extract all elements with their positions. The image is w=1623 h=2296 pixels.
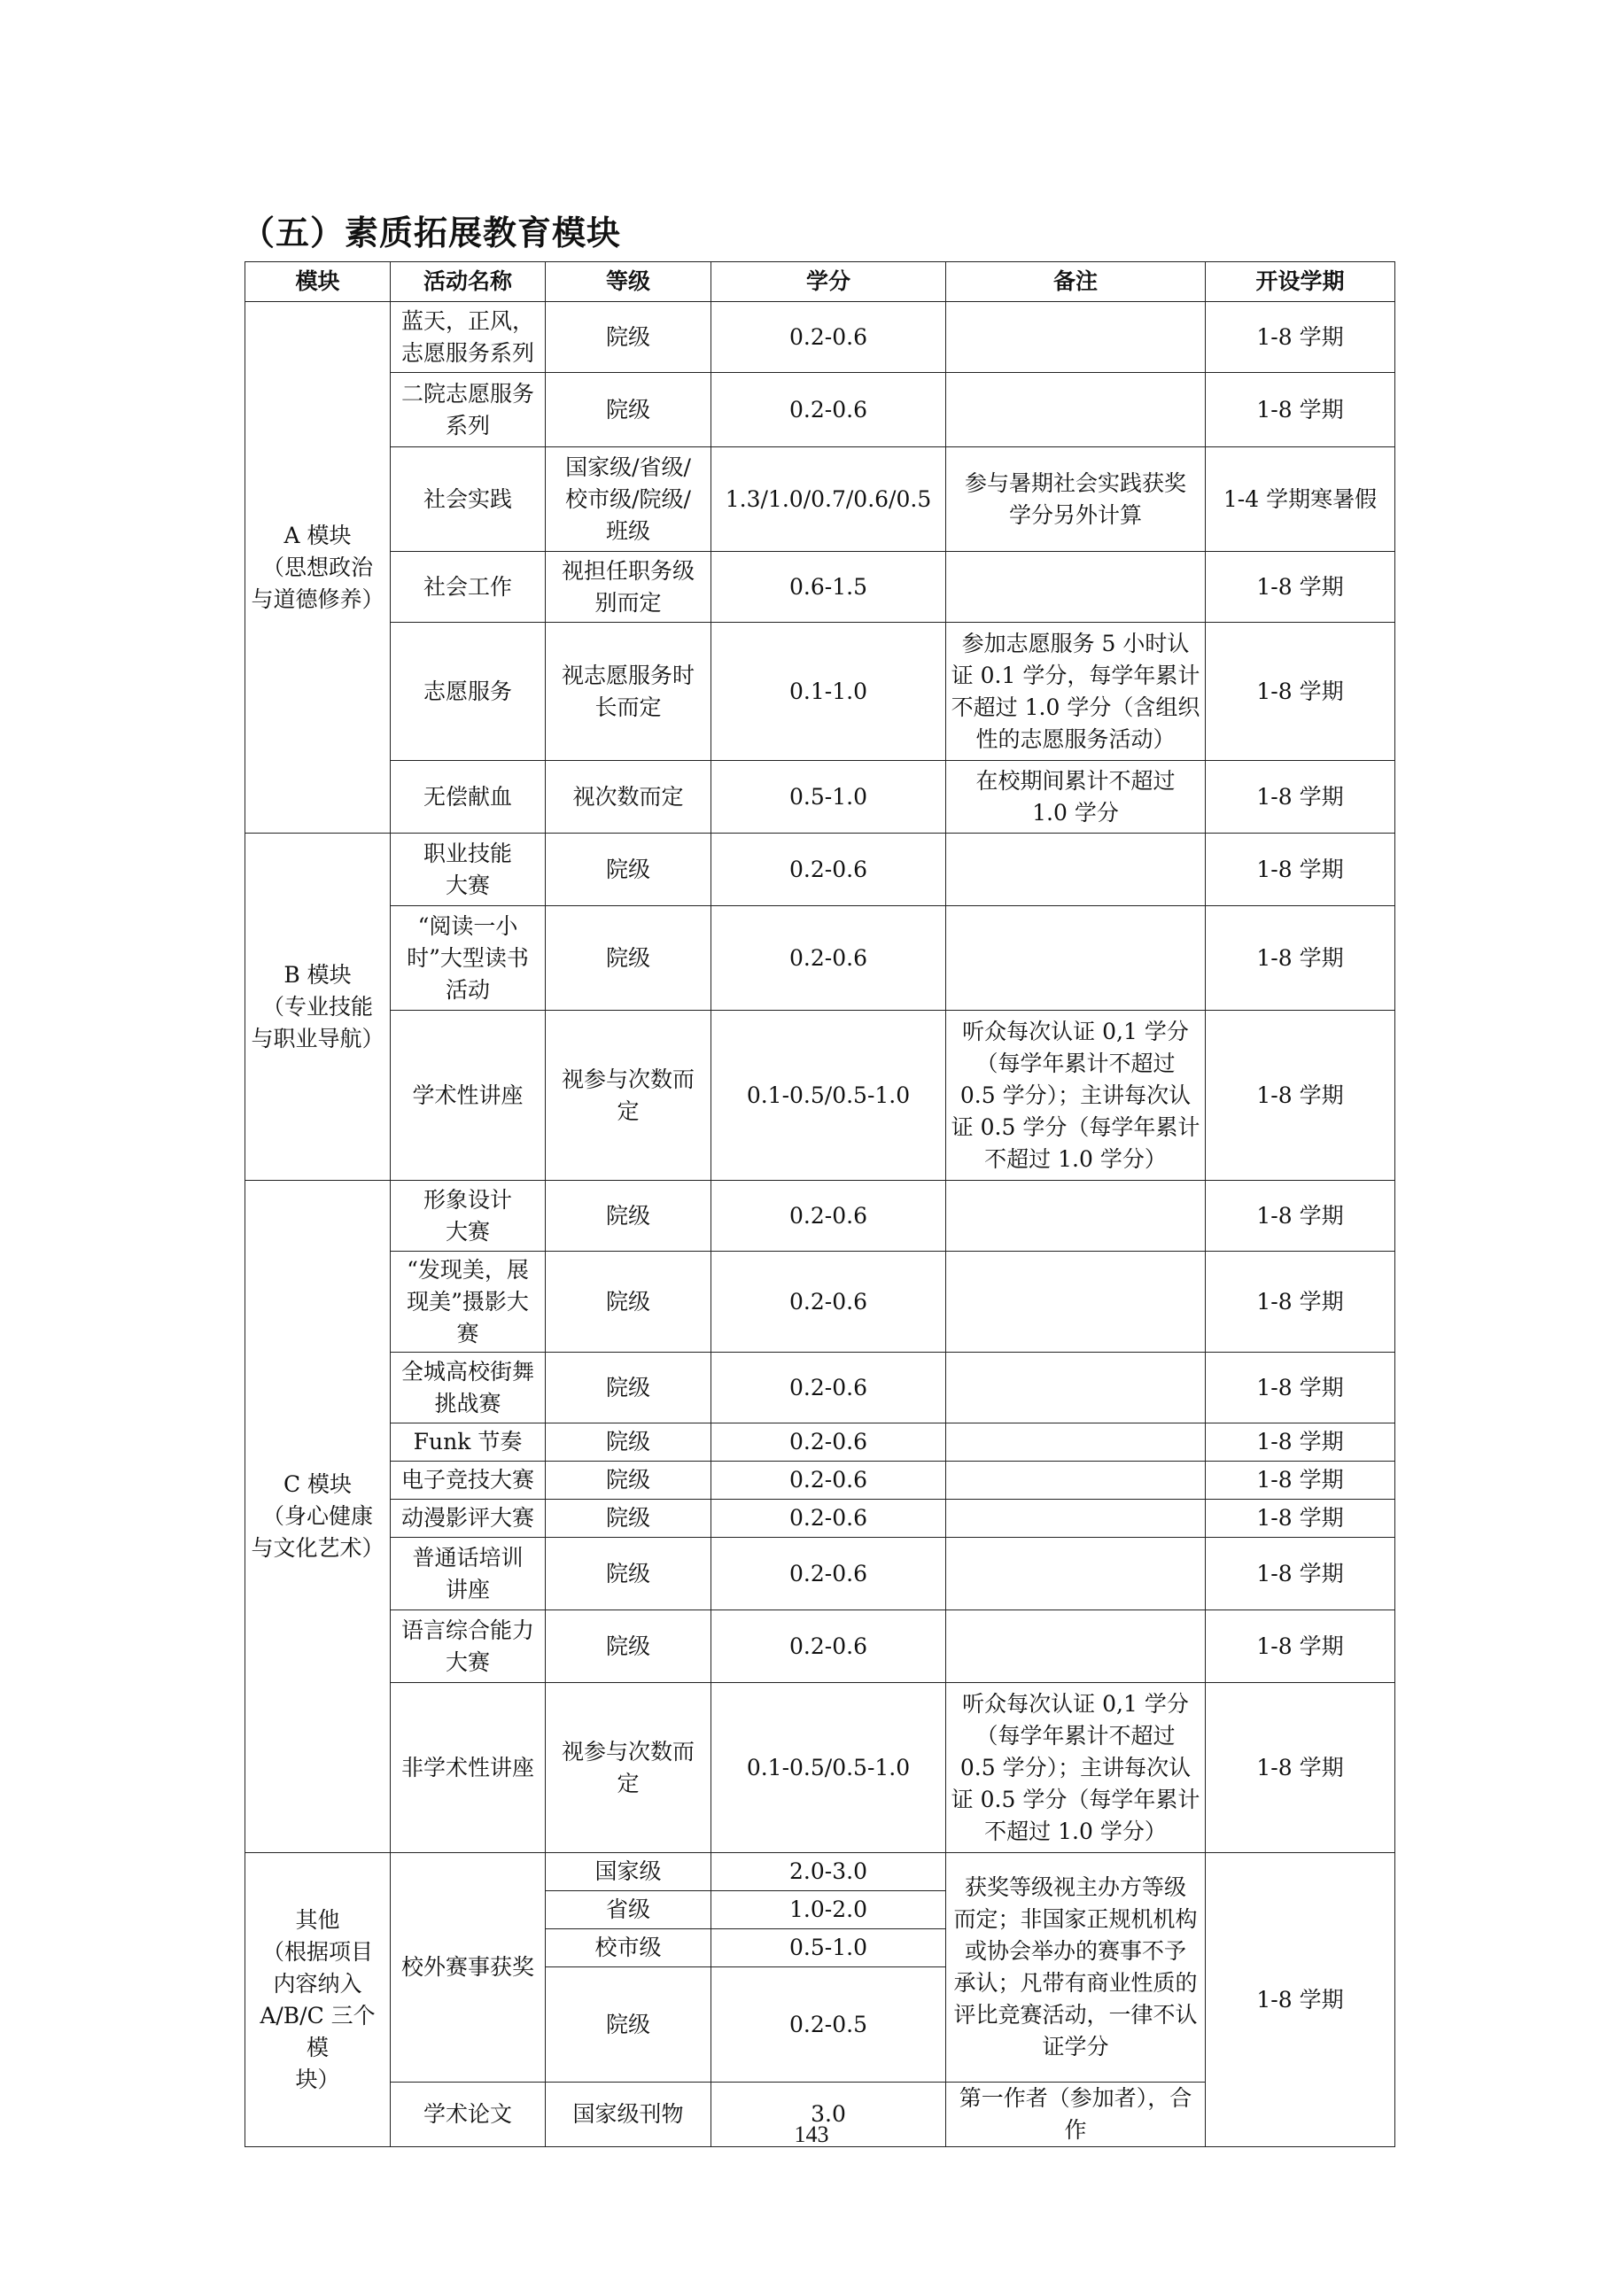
activity-name: 学术论文: [391, 2083, 546, 2147]
activity-name: 普通话培训 讲座: [391, 1538, 546, 1610]
table-row: [245, 761, 1395, 834]
term-cell: 1-8 学期: [1206, 1462, 1395, 1500]
term-cell: 1-8 学期: [1206, 1181, 1395, 1252]
table-row: [245, 1353, 1395, 1423]
term-cell: 1-8 学期: [1206, 302, 1395, 373]
level-cell: 视参与次数而 定: [546, 1683, 711, 1853]
table-row: [245, 1252, 1395, 1353]
credit-cell: 0.6-1.5: [711, 552, 946, 623]
level-cell: 视参与次数而 定: [546, 1011, 711, 1181]
activity-name: “阅读一小 时”大型读书 活动: [391, 906, 546, 1011]
term-cell: 1-4 学期寒暑假: [1206, 447, 1395, 552]
credit-cell: 0.2-0.6: [711, 1252, 946, 1353]
table-row: [245, 623, 1395, 761]
credit-cell: 2.0-3.0: [711, 1853, 946, 1891]
credit-cell: 0.2-0.6: [711, 1353, 946, 1423]
note-cell: 听众每次认证 0,1 学分 （每学年累计不超过 0.5 学分）；主讲每次认 证 0.5 学分（每学年累计 不超过 1.0 学分）: [946, 1011, 1206, 1181]
credit-cell: 1.3/1.0/0.7/0.6/0.5: [711, 447, 946, 552]
credit-cell: 0.2-0.6: [711, 373, 946, 447]
activity-name: 校外赛事获奖: [391, 1853, 546, 2083]
level-cell: 院级: [546, 1538, 711, 1610]
table-row: [245, 373, 1395, 447]
credit-cell: 0.2-0.6: [711, 1500, 946, 1538]
credit-cell: 0.1-1.0: [711, 623, 946, 761]
table-body: [245, 302, 1395, 2147]
activity-name: 蓝天，正风， 志愿服务系列: [391, 302, 546, 373]
module-cell: C 模块 （身心健康 与文化艺术）: [245, 1181, 391, 1853]
term-cell: 1-8 学期: [1206, 1011, 1395, 1181]
module-cell: 其他 （根据项目 内容纳入 A/B/C 三个模 块）: [245, 1853, 391, 2147]
level-cell: 视志愿服务时 长而定: [546, 623, 711, 761]
activity-name: 非学术性讲座: [391, 1683, 546, 1853]
term-cell: 1-8 学期: [1206, 1538, 1395, 1610]
term-cell: 1-8 学期: [1206, 1252, 1395, 1353]
term-cell: 1-8 学期: [1206, 1500, 1395, 1538]
level-cell: 院级: [546, 1181, 711, 1252]
note-cell: 第一作者（参加者），合作: [946, 2083, 1206, 2147]
table-row: [245, 906, 1395, 1011]
level-cell: 院级: [546, 1353, 711, 1423]
term-cell: 1-8 学期: [1206, 761, 1395, 834]
term-cell: 1-8 学期: [1206, 906, 1395, 1011]
credit-cell: 0.2-0.6: [711, 834, 946, 906]
section-title: （五）素质拓展教育模块: [241, 213, 622, 252]
level-cell: 视次数而定: [546, 761, 711, 834]
activity-name: 动漫影评大赛: [391, 1500, 546, 1538]
level-cell: 院级: [546, 906, 711, 1011]
table-row: [245, 302, 1395, 373]
note-cell: 获奖等级视主办方等级 而定；非国家正规机机构 或协会举办的赛事不予 承认；凡带有商业性质的 评比竞赛活动，一律不认 证学分: [946, 1853, 1206, 2083]
level-cell: 院级: [546, 1252, 711, 1353]
table-row: [245, 552, 1395, 623]
credit-cell: 0.2-0.6: [711, 1610, 946, 1683]
note-cell: [946, 373, 1206, 447]
header-level: 等级: [546, 262, 711, 302]
activity-name: 电子竞技大赛: [391, 1462, 546, 1500]
module-cell: A 模块 （思想政治 与道德修养）: [245, 302, 391, 834]
term-cell: 1-8 学期: [1206, 373, 1395, 447]
table-row: [245, 1423, 1395, 1462]
credit-cell: 0.2-0.6: [711, 1423, 946, 1462]
note-cell: [946, 1252, 1206, 1353]
table-row: [245, 1500, 1395, 1538]
note-cell: 听众每次认证 0,1 学分 （每学年累计不超过 0.5 学分）；主讲每次认 证 0.5 学分（每学年累计 不超过 1.0 学分）: [946, 1683, 1206, 1853]
level-cell: 校市级: [546, 1929, 711, 1967]
level-cell: 院级: [546, 834, 711, 906]
note-cell: 参与暑期社会实践获奖 学分另外计算: [946, 447, 1206, 552]
header-row: [245, 262, 1395, 302]
term-cell: 1-8 学期: [1206, 1423, 1395, 1462]
activity-name: 语言综合能力 大赛: [391, 1610, 546, 1683]
note-cell: [946, 1462, 1206, 1500]
term-cell: 1-8 学期: [1206, 1610, 1395, 1683]
note-cell: [946, 1538, 1206, 1610]
level-cell: 省级: [546, 1891, 711, 1929]
credit-cell: 0.1-0.5/0.5-1.0: [711, 1683, 946, 1853]
credit-cell: 0.5-1.0: [711, 761, 946, 834]
note-cell: [946, 1181, 1206, 1252]
level-cell: 国家级/省级/ 校市级/院级/ 班级: [546, 447, 711, 552]
activity-name: 全城高校街舞 挑战赛: [391, 1353, 546, 1423]
term-cell: 1-8 学期: [1206, 1853, 1395, 2147]
note-cell: [946, 834, 1206, 906]
header-module: 模块: [245, 262, 391, 302]
note-cell: [946, 906, 1206, 1011]
table-row: [245, 447, 1395, 552]
credit-cell: 0.2-0.6: [711, 1462, 946, 1500]
level-cell: 院级: [546, 1500, 711, 1538]
credit-cell: 0.1-0.5/0.5-1.0: [711, 1011, 946, 1181]
note-cell: [946, 552, 1206, 623]
note-cell: 在校期间累计不超过 1.0 学分: [946, 761, 1206, 834]
activity-name: 社会工作: [391, 552, 546, 623]
term-cell: 1-8 学期: [1206, 623, 1395, 761]
header-note: 备注: [946, 262, 1206, 302]
table-row: [245, 1853, 1395, 1891]
table-row: [245, 834, 1395, 906]
credit-table: [245, 261, 1395, 2147]
credit-cell: 0.2-0.6: [711, 1538, 946, 1610]
header-credit: 学分: [711, 262, 946, 302]
term-cell: 1-8 学期: [1206, 1683, 1395, 1853]
note-cell: [946, 302, 1206, 373]
activity-name: 无偿献血: [391, 761, 546, 834]
term-cell: 1-8 学期: [1206, 1353, 1395, 1423]
credit-cell: 1.0-2.0: [711, 1891, 946, 1929]
note-cell: [946, 1423, 1206, 1462]
note-cell: [946, 1353, 1206, 1423]
activity-name: 志愿服务: [391, 623, 546, 761]
activity-name: Funk 节奏: [391, 1423, 546, 1462]
credit-cell: 0.2-0.6: [711, 906, 946, 1011]
note-cell: [946, 1610, 1206, 1683]
credit-cell: 0.2-0.6: [711, 302, 946, 373]
table-row: [245, 1462, 1395, 1500]
table-row: [245, 1538, 1395, 1610]
activity-name: 二院志愿服务 系列: [391, 373, 546, 447]
level-cell: 院级: [546, 1462, 711, 1500]
activity-name: 社会实践: [391, 447, 546, 552]
level-cell: 国家级: [546, 1853, 711, 1891]
table-row: [245, 1181, 1395, 1252]
activity-name: “发现美，展 现美”摄影大 赛: [391, 1252, 546, 1353]
table-row: [245, 1683, 1395, 1853]
activity-name: 形象设计 大赛: [391, 1181, 546, 1252]
header-activity: 活动名称: [391, 262, 546, 302]
activity-name: 学术性讲座: [391, 1011, 546, 1181]
table-row: [245, 1610, 1395, 1683]
level-cell: 院级: [546, 1423, 711, 1462]
level-cell: 院级: [546, 302, 711, 373]
page-number: 143: [794, 2121, 829, 2147]
note-cell: 参加志愿服务 5 小时认 证 0.1 学分，每学年累计 不超过 1.0 学分（含组织 性的志愿服务活动）: [946, 623, 1206, 761]
term-cell: 1-8 学期: [1206, 552, 1395, 623]
activity-name: 职业技能 大赛: [391, 834, 546, 906]
level-cell: 视担任职务级 别而定: [546, 552, 711, 623]
level-cell: 院级: [546, 373, 711, 447]
term-cell: 1-8 学期: [1206, 834, 1395, 906]
level-cell: 院级: [546, 1610, 711, 1683]
note-cell: [946, 1500, 1206, 1538]
header-term: 开设学期: [1206, 262, 1395, 302]
credit-cell: 3.0: [711, 2083, 946, 2147]
credit-cell: 0.2-0.5: [711, 1967, 946, 2083]
credit-cell: 0.5-1.0: [711, 1929, 946, 1967]
level-cell: 院级: [546, 1967, 711, 2083]
table-row: [245, 1011, 1395, 1181]
credit-cell: 0.2-0.6: [711, 1181, 946, 1252]
module-cell: B 模块 （专业技能 与职业导航）: [245, 834, 391, 1181]
level-cell: 国家级刊物: [546, 2083, 711, 2147]
